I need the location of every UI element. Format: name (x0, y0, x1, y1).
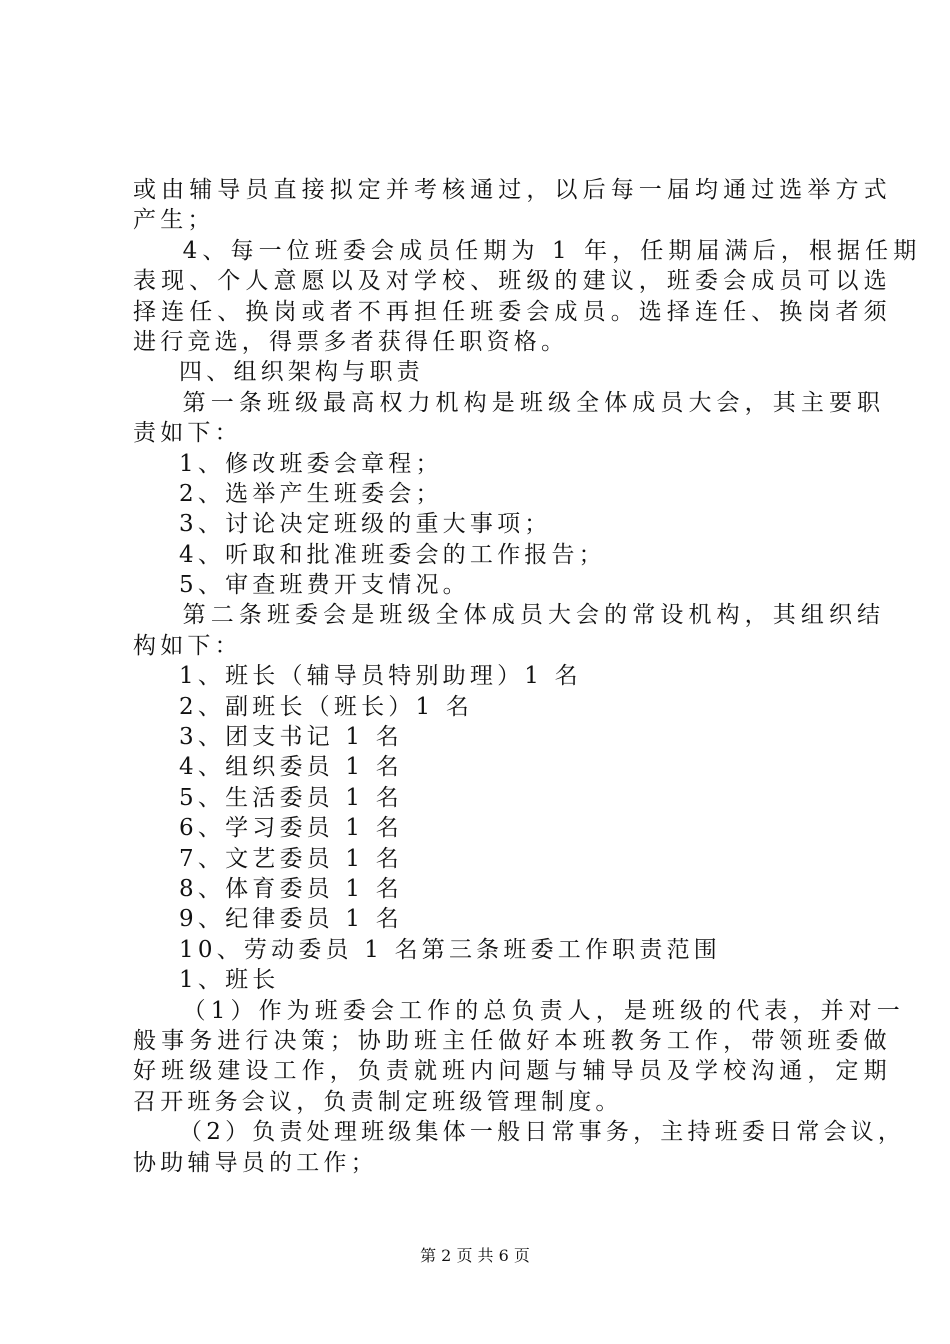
list-item: 5、审查班费开支情况。 (133, 572, 470, 599)
list-item: 10、劳动委员 1 名第三条班委工作职责范围 (133, 936, 721, 963)
list-item: 3、讨论决定班级的重大事项； (133, 511, 552, 538)
body-line: 进行竞选，得票多者获得任职资格。 (133, 328, 569, 355)
list-item: 8、体育委员 1 名 (133, 875, 403, 902)
body-line: （1）作为班委会工作的总负责人，是班级的代表，并对一 (133, 997, 905, 1024)
body-line: 召开班务会议，负责制定班级管理制度。 (133, 1088, 623, 1115)
list-item: 3、团支书记 1 名 (133, 724, 403, 751)
page-footer: 第 2 页 共 6 页 (420, 1246, 530, 1265)
list-item: 7、文艺委员 1 名 (133, 845, 403, 872)
list-item: 4、组织委员 1 名 (133, 754, 403, 781)
list-item: 5、生活委员 1 名 (133, 784, 403, 811)
list-item: 2、选举产生班委会； (133, 480, 443, 507)
body-line: 或由辅导员直接拟定并考核通过，以后每一届均通过选举方式 (133, 177, 892, 203)
section-heading: 四、组织架构与职责 (133, 359, 424, 386)
body-line: 择连任、换岗或者不再担任班委会成员。选择连任、换岗者须 (133, 298, 892, 325)
list-item: 4、听取和批准班委会的工作报告； (133, 541, 606, 568)
body-line: 责如下： (133, 420, 242, 447)
list-item: 1、修改班委会章程； (133, 450, 443, 477)
body-line: 第二条班委会是班级全体成员大会的常设机构，其组织结 (133, 602, 886, 629)
body-line: 表现、个人意愿以及对学校、班级的建议，班委会成员可以选 (133, 268, 892, 295)
list-item: 9、纪律委员 1 名 (133, 906, 403, 933)
body-line: 好班级建设工作，负责就班内问题与辅导员及学校沟通，定期 (133, 1058, 892, 1085)
list-item: 1、班长 (133, 967, 280, 994)
body-line: 构如下： (133, 632, 242, 659)
body-line: 产生； (133, 207, 215, 234)
body-line: 协助辅导员的工作； (133, 1149, 378, 1176)
document-body (133, 175, 922, 1178)
body-line: 4、每一位班委会成员任期为 1 年，任期届满后，根据任期 (133, 237, 922, 264)
list-item: 1、班长（辅导员特别助理）1 名 (133, 663, 582, 690)
body-line: 般事务进行决策；协助班主任做好本班教务工作，带领班委做 (133, 1027, 892, 1054)
body-line: 第一条班级最高权力机构是班级全体成员大会，其主要职 (133, 389, 886, 416)
body-line: （2）负责处理班级集体一般日常事务，主持班委日常会议， (133, 1119, 906, 1146)
list-item: 2、副班长（班长）1 名 (133, 693, 474, 720)
list-item: 6、学习委员 1 名 (133, 815, 403, 842)
